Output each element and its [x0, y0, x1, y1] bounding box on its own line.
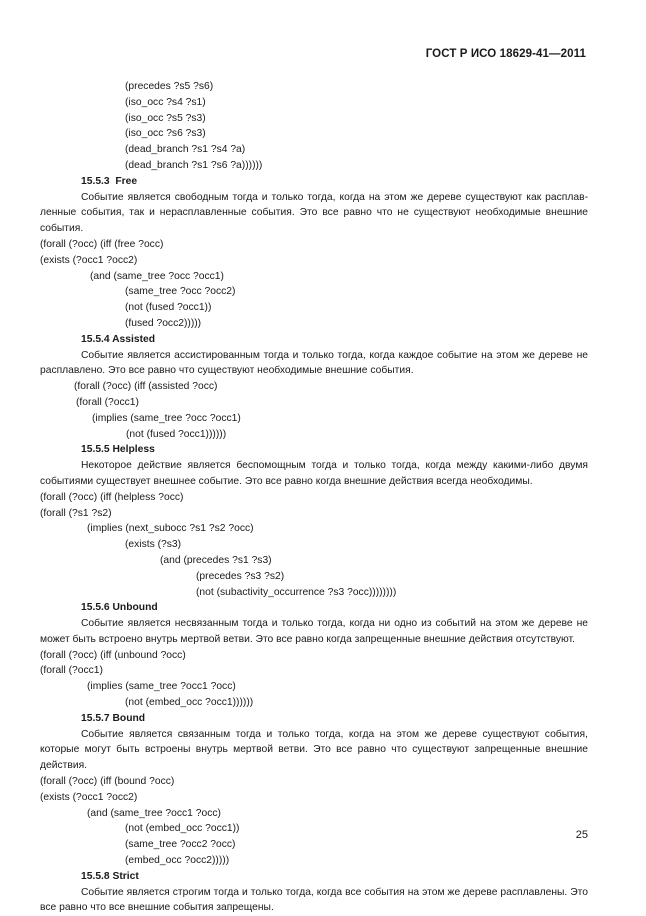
code-line: (forall (?occ) (iff (assisted ?occ)	[74, 381, 218, 393]
code-line: (forall (?occ) (iff (bound ?occ)	[40, 776, 175, 788]
code-line: (iso_occ ?s6 ?s3)	[125, 128, 206, 140]
code-line: (forall (?occ) (iff (free ?occ)	[40, 238, 164, 250]
code-line: (iso_occ ?s5 ?s3)	[125, 112, 206, 124]
code-line: (same_tree ?occ ?occ2)	[125, 286, 236, 298]
section-heading-assisted: 15.5.4 Assisted	[81, 333, 156, 345]
code-line: (embed_occ ?occ2)))))	[125, 855, 230, 867]
section-heading-bound: 15.5.7 Bound	[81, 712, 146, 724]
code-line: (not (embed_occ ?occ1))))))	[125, 697, 254, 709]
code-line: (precedes ?s5 ?s6)	[125, 81, 214, 92]
document-header: ГОСТ Р ИСО 18629-41—2011	[425, 48, 586, 60]
code-line: (and (same_tree ?occ1 ?occ)	[87, 807, 221, 819]
section-text-helpless: Некоторое действие является беспомощным тогда и только тогда, когда между какими-либо двумя событиями существует внешнее событие. Это все равно когда внешние действия всегда необходимы.	[40, 460, 588, 487]
section-text-unbound: Событие является несвязанным тогда и только тогда, когда ни одно из событий на этом же дереве не может быть встроено внутрь мертвой ветви. Это все равно когда запрещенные внешние действия отсутствуют.	[40, 618, 588, 645]
code-line: (forall (?occ1)	[76, 396, 139, 408]
code-line: (exists (?occ1 ?occ2)	[40, 791, 138, 803]
section-heading-helpless: 15.5.5 Helpless	[81, 444, 155, 456]
code-line: (forall (?occ) (iff (unbound ?occ)	[40, 649, 186, 661]
code-line: (forall (?s1 ?s2)	[40, 507, 112, 519]
code-line: (not (fused ?occ1))))))	[126, 428, 227, 440]
code-line: (fused ?occ2)))))	[125, 317, 202, 329]
code-line: (forall (?occ) (iff (helpless ?occ)	[40, 491, 184, 503]
code-line: (dead_branch ?s1 ?s4 ?a)	[125, 144, 246, 156]
code-line: (precedes ?s3 ?s2)	[196, 570, 285, 582]
section-heading-unbound: 15.5.6 Unbound	[81, 602, 158, 614]
code-line: (implies (same_tree ?occ ?occ1)	[92, 412, 241, 424]
section-text-free: Событие является свободным тогда и только тогда, когда на этом же дереве существуют как расплавленные события, так и нерасплавленные события. Это все равно что не существуют необходимые внешние события.	[40, 191, 588, 235]
code-line: (implies (next_subocc ?s1 ?s2 ?occ)	[87, 523, 254, 535]
section-heading-free: 15.5.3 Free	[81, 175, 138, 187]
page-number: 25	[575, 829, 588, 841]
section-text-assisted: Событие является ассистированным тогда и только тогда, когда каждое событие на этом же дереве не расплавлено. Это все равно что существуют необходимые внешние события.	[40, 349, 588, 377]
code-line: (forall (?occ1)	[40, 665, 103, 677]
section-text-bound: Событие является связанным тогда и только тогда, когда на этом же дереве существуют события, которые могут быть встроены внутрь мертвой ветви. Это все равно что существуют запрещенные внешние действия.	[40, 728, 588, 772]
code-line: (not (embed_occ ?occ1))	[125, 823, 240, 835]
code-line: (implies (same_tree ?occ1 ?occ)	[87, 681, 236, 693]
section-text-strict: Событие является строгим тогда и только тогда, когда все события на этом же дереве расплавлены. Это все равно что все внешние события запрещены.	[40, 886, 588, 914]
code-line: (iso_occ ?s4 ?s1)	[125, 96, 206, 108]
code-line: (and (same_tree ?occ ?occ1)	[90, 270, 224, 282]
code-line: (and (precedes ?s1 ?s3)	[160, 554, 272, 566]
page-content	[40, 79, 588, 916]
code-line: (dead_branch ?s1 ?s6 ?a))))))	[125, 159, 263, 171]
code-line: (not (fused ?occ1))	[125, 302, 212, 314]
code-line: (not (subactivity_occurrence ?s3 ?occ))))))))	[196, 586, 397, 598]
code-line: (same_tree ?occ2 ?occ)	[125, 839, 236, 851]
code-line: (exists (?s3)	[125, 539, 182, 551]
section-heading-strict: 15.5.8 Strict	[81, 870, 139, 882]
code-line: (exists (?occ1 ?occ2)	[40, 254, 138, 266]
